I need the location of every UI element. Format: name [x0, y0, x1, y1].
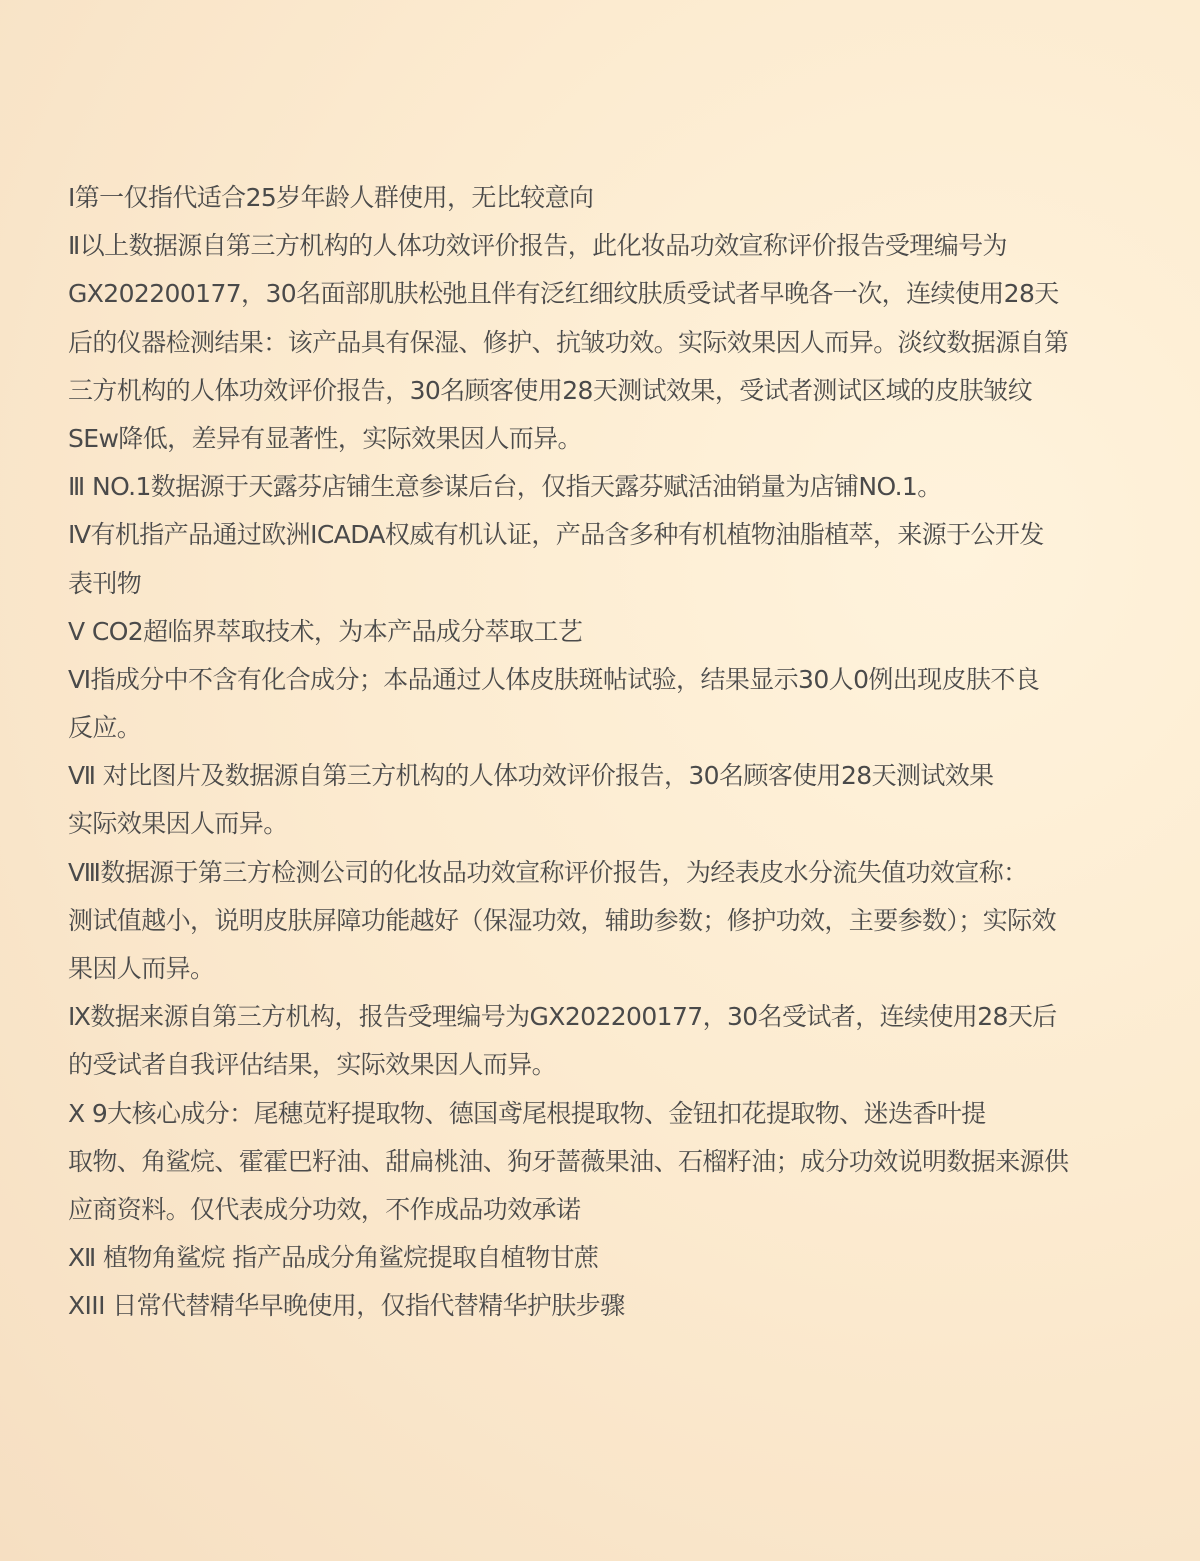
footnote-line: 实际效果因人而异。: [68, 809, 288, 839]
footnote-line: Ⅻ 植物角鲨烷 指产品成分角鲨烷提取自植物甘蔗: [68, 1243, 599, 1273]
footnote-line: Ⅴ CO2超临界萃取技术，为本产品成分萃取工艺: [68, 616, 583, 646]
footnote-line: 应商资料。仅代表成分功效，不作成品功效承诺: [68, 1194, 581, 1224]
footnote-line: GX202200177，30名面部肌肤松弛且伴有泛红细纹肤质受试者早晚各一次，连续使用28天: [68, 279, 1059, 309]
footnote-line: Ⅸ数据来源自第三方机构，报告受理编号为GX202200177，30名受试者，连续使用28天后: [68, 1002, 1057, 1032]
footnote-line: 的受试者自我评估结果，实际效果因人而异。: [68, 1050, 557, 1080]
footnotes-block: [68, 174, 1128, 1331]
footnote-line: Ⅷ数据源于第三方检测公司的化妆品功效宣称评价报告，为经表皮水分流失值功效宣称：: [68, 857, 1028, 887]
footnote-line: 表刊物: [68, 568, 142, 598]
footnote-line: Ⅵ指成分中不含有化合成分；本品通过人体皮肤斑帖试验，结果显示30人0例出现皮肤不良: [68, 664, 1040, 694]
footnote-line: SEw降低，差异有显著性，实际效果因人而异。: [68, 423, 582, 453]
footnote-line: Ⅳ有机指产品通过欧洲ICADA权威有机认证，产品含多种有机植物油脂植萃，来源于公开发: [68, 520, 1044, 550]
footnote-line: Ⅰ第一仅指代适合25岁年龄人群使用，无比较意向: [68, 183, 594, 212]
footnote-line: Ⅶ 对比图片及数据源自第三方机构的人体功效评价报告，30名顾客使用28天测试效果: [68, 761, 994, 791]
footnote-line: 果因人而异。: [68, 954, 215, 983]
footnote-line: 取物、角鲨烷、霍霍巴籽油、甜扁桃油、狗牙蔷薇果油、石榴籽油；成分功效说明数据来源供: [68, 1146, 1069, 1176]
footnote-line: XIII 日常代替精华早晚使用，仅指代替精华护肤步骤: [68, 1291, 625, 1321]
footnote-line: 三方机构的人体功效评价报告，30名顾客使用28天测试效果，受试者测试区域的皮肤皱纹: [68, 375, 1033, 405]
footnote-line: 后的仪器检测结果：该产品具有保湿、修护、抗皱功效。实际效果因人而异。淡纹数据源自第: [68, 327, 1069, 357]
footnote-line: Ⅹ 9大核心成分：尾穗苋籽提取物、德国鸢尾根提取物、金钮扣花提取物、迷迭香叶提: [68, 1098, 986, 1128]
footnote-line: Ⅲ NO.1数据源于天露芬店铺生意参谋后台，仅指天露芬赋活油销量为店铺NO.1。: [68, 472, 942, 502]
footnote-line: 反应。: [68, 713, 142, 743]
footnote-line: 测试值越小，说明皮肤屏障功能越好（保湿功效，辅助参数；修护功效，主要参数）；实际效: [68, 905, 1056, 935]
footnote-line: Ⅱ以上数据源自第三方机构的人体功效评价报告，此化妆品功效宣称评价报告受理编号为: [68, 231, 1007, 261]
